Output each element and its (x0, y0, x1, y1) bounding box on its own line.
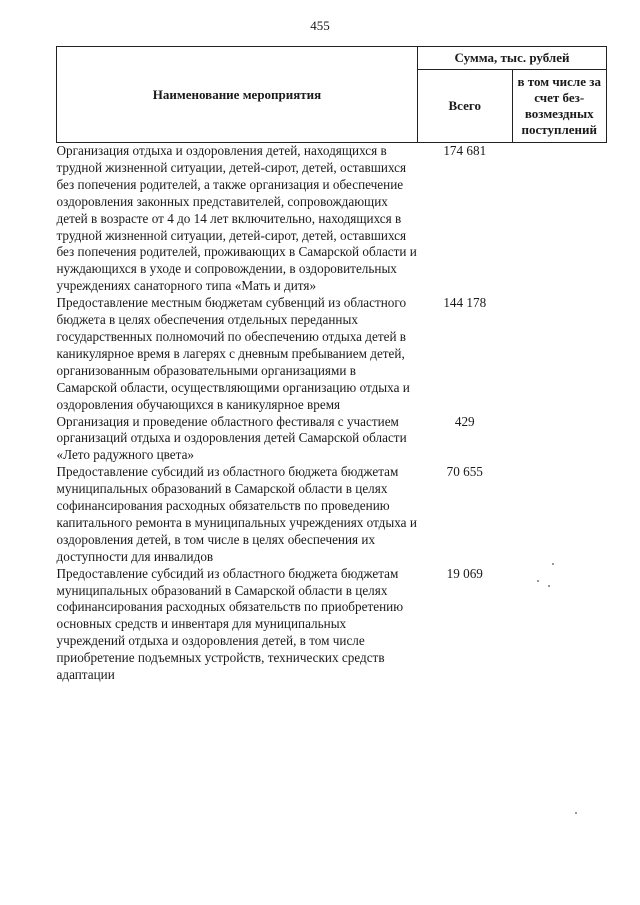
row-name: Организация отдыха и оздоровления детей, находящихся в трудной жизненной ситуации, детей-сирот, детей, оставшихся без попечения родителей, а также организация и обеспечение оздоровления законных представителей, сопровождающих детей в возрасте от 4 до 14 лет включительно, находящихся в трудной жизненной ситуации, детей-сирот, детей, оставшихся без попечения родителей, проживающих в Самарской области и нуждающихся в уходе и сопровождении, в оздоровительных учреждениях санаторного типа «Мать и дитя» (56, 143, 417, 294)
scan-speck (548, 585, 550, 587)
row-including (512, 414, 607, 465)
header-name: Наименование мероприятия (57, 47, 418, 143)
row-name: Предоставление субсидий из областного бюджета бюджетам муниципальных образований в Самарской области в целях софинансирования расходных обязательств по приобретению основных средств и инвентаря для муниципальных учреждений отдыха и оздоровления детей, в том числе приобретение подъемных устройств, технических средств адаптации (56, 565, 404, 683)
row-name: Предоставление местным бюджетам субвенций из областного бюджета в целях обеспечения отдельных переданных государственных полномочий по обеспечению отдыха детей в каникулярное время в лагерях с дневным пребыванием детей, организованным образовательными организациями в Самарской области, осуществляющими организацию отдыха и оздоровления обучающихся в каникулярное время (56, 295, 410, 412)
table-header (57, 47, 607, 143)
header-sum: Сумма, тыс. рублей (418, 47, 607, 70)
row-including (512, 295, 607, 413)
row-including (512, 143, 607, 296)
row-total: 70 655 (446, 464, 483, 480)
table-row (57, 464, 607, 565)
header-including: в том числе за счет без-возмездных поступлений (512, 70, 607, 143)
row-total: 144 178 (443, 295, 487, 311)
table-body (57, 143, 607, 685)
row-including (512, 464, 607, 565)
row-including (512, 566, 607, 684)
table-row (57, 566, 607, 684)
row-total: 19 069 (446, 565, 483, 581)
row-name: Организация и проведение областного фестиваля с участием организаций отдыха и оздоровления детей Самарской области «Лето радужного цвета» (56, 413, 407, 463)
scan-speck (575, 812, 577, 814)
row-name: Предоставление субсидий из областного бюджета бюджетам муниципальных образований в Самарской области в целях софинансирования расходных обязательств по проведению капитального ремонта в муниципальных учреждениях отдыха и оздоровления детей, в том числе в целях обеспечения их доступности для инвалидов (56, 464, 417, 564)
table-row (57, 143, 607, 296)
scan-speck (537, 580, 539, 582)
table-row (57, 414, 607, 465)
scan-speck (552, 563, 554, 565)
expenditure-table (56, 46, 607, 684)
page-number: 455 (310, 18, 330, 33)
row-total: 429 (454, 413, 475, 429)
table-row (57, 295, 607, 413)
header-total: Всего (418, 70, 513, 143)
row-total: 174 681 (443, 143, 487, 158)
